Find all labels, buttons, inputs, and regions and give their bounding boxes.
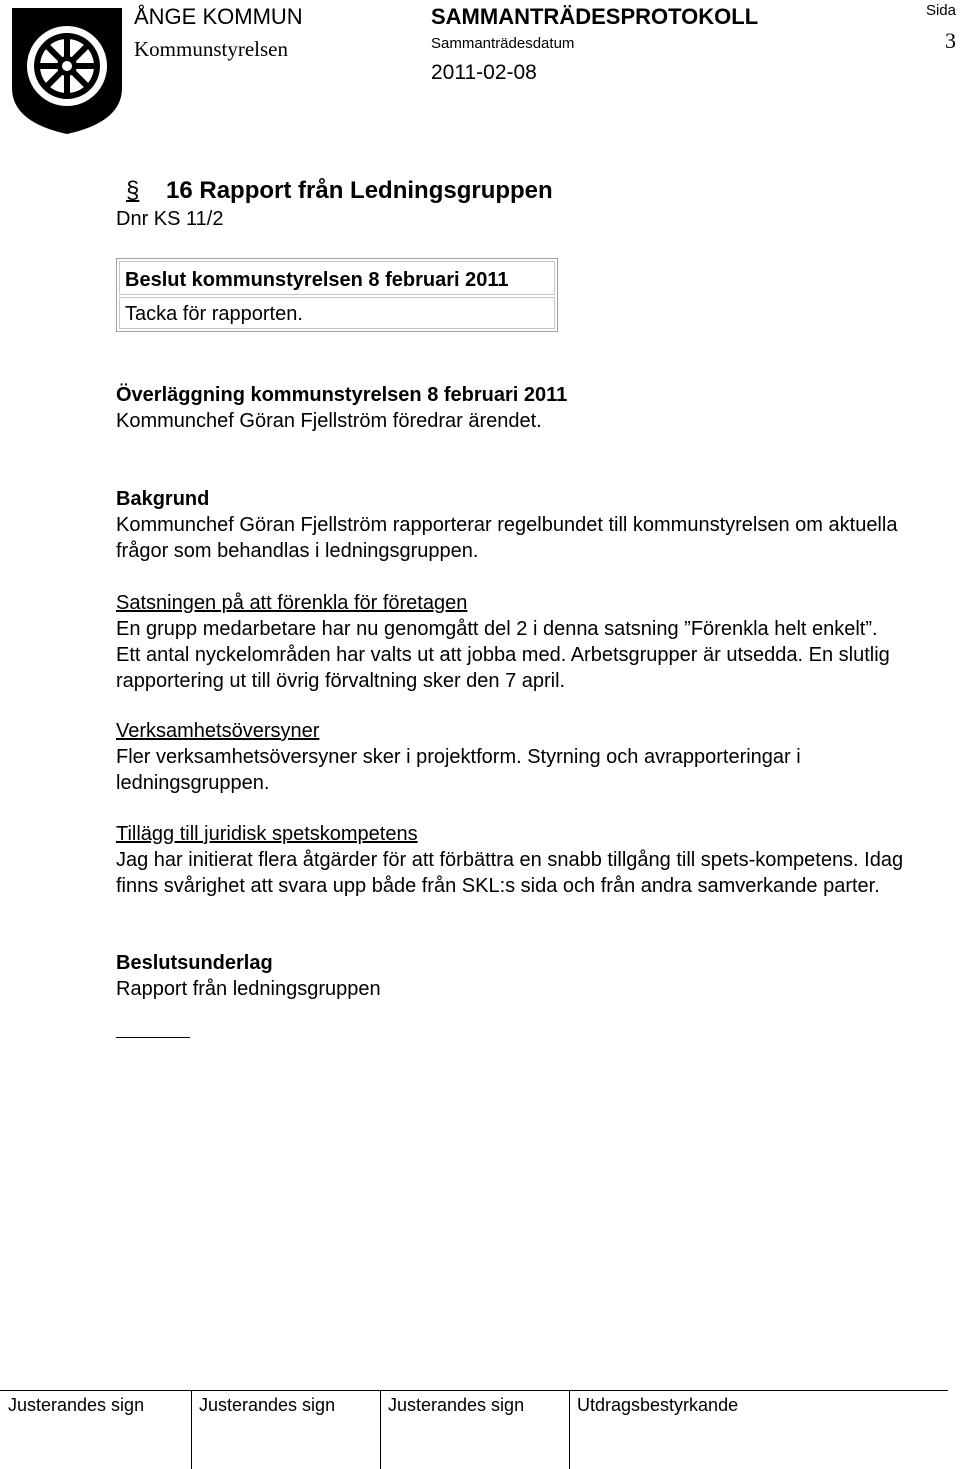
footer-signature-cell bbox=[380, 1391, 569, 1469]
decision-title: Beslut kommunstyrelsen 8 februari 2011 bbox=[125, 269, 509, 291]
decision-basis-title: Beslutsunderlag bbox=[116, 952, 273, 974]
topic-simplify-section bbox=[116, 590, 906, 694]
background-text: Kommunchef Göran Fjellström rapporterar regelbundet till kommunstyrelsen om aktuella frågor som behandlas i ledningsgruppen. bbox=[116, 514, 898, 562]
section-title: 16 Rapport från Ledningsgruppen bbox=[166, 177, 553, 204]
deliberation-text: Kommunchef Göran Fjellström föredrar ärendet. bbox=[116, 410, 542, 432]
meeting-date: 2011-02-08 bbox=[431, 61, 537, 84]
decision-text: Tacka för rapporten. bbox=[125, 303, 303, 325]
decision-basis-section bbox=[116, 950, 906, 1002]
deliberation-section bbox=[116, 382, 906, 434]
municipality-logo-icon bbox=[8, 4, 126, 138]
end-of-section-rule bbox=[116, 1037, 190, 1038]
background-title: Bakgrund bbox=[116, 488, 210, 510]
footer-cell-label: Justerandes sign bbox=[8, 1395, 145, 1415]
page-number: 3 bbox=[945, 28, 956, 53]
topic-text: Jag har initierat flera åtgärder för att förbättra en snabb tillgång till spets-kompetens. Idag finns svårighet att svara upp både från SKL:s sida och från andra samverkande parter. bbox=[116, 849, 904, 897]
footer-signature-cell bbox=[0, 1391, 191, 1469]
topic-text: Fler verksamhetsöversyner sker i projektform. Styrning och avrapporteringar i ledningsgruppen. bbox=[116, 746, 801, 794]
page-label: Sida bbox=[925, 2, 956, 19]
paragraph-symbol: § bbox=[126, 177, 140, 204]
organization-name: ÅNGE KOMMUN bbox=[134, 4, 303, 29]
decision-title-cell bbox=[119, 261, 555, 295]
organization-unit: Kommunstyrelsen bbox=[134, 37, 288, 61]
topic-heading: Verksamhetsöversyner bbox=[116, 720, 320, 742]
footer-extract-cell bbox=[569, 1391, 948, 1469]
footer-cell-label: Justerandes sign bbox=[199, 1395, 336, 1415]
topic-reviews-section bbox=[116, 718, 906, 796]
topic-text: En grupp medarbetare har nu genomgått del 2 i denna satsning ”Förenkla helt enkelt”. Ett antal nyckelområden har valts ut att jobba med. Arbetsgrupper är utsedda. En slutlig rapportering ut till övrig förvaltning sker den 7 april. bbox=[116, 618, 890, 692]
decision-basis-text: Rapport från ledningsgruppen bbox=[116, 978, 381, 1000]
footer-cell-label: Justerandes sign bbox=[388, 1395, 525, 1415]
case-number: Dnr KS 11/2 bbox=[116, 208, 224, 230]
deliberation-title: Överläggning kommunstyrelsen 8 februari 2011 bbox=[116, 384, 568, 406]
topic-legal-section bbox=[116, 821, 906, 899]
decision-text-cell bbox=[119, 297, 555, 329]
background-section bbox=[116, 486, 906, 564]
topic-heading: Tillägg till juridisk spetskompetens bbox=[116, 823, 418, 845]
footer-signature-cell bbox=[191, 1391, 380, 1469]
decision-box bbox=[116, 258, 558, 332]
document-type: SAMMANTRÄDESPROTOKOLL bbox=[431, 4, 759, 29]
meeting-date-label: Sammanträdesdatum bbox=[431, 35, 575, 52]
footer-cell-label: Utdragsbestyrkande bbox=[577, 1395, 739, 1415]
topic-heading: Satsningen på att förenkla för företagen bbox=[116, 592, 468, 614]
